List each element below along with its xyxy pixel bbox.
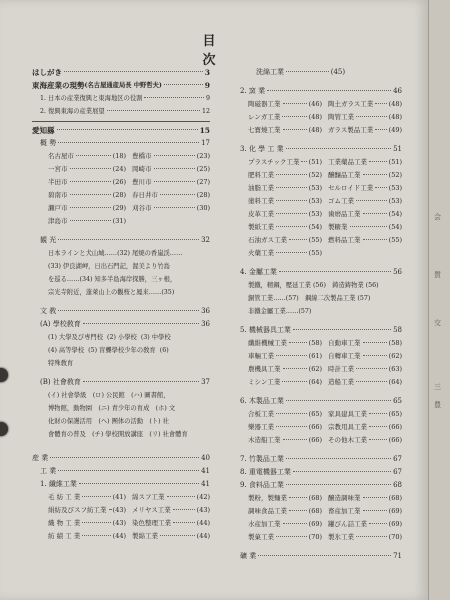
city-list bbox=[32, 150, 210, 228]
list-item: 車輛工業 (61) bbox=[248, 352, 322, 360]
list-item: 豊川市 (27) bbox=[132, 178, 210, 186]
list-item: 製粉，製麵業 (68) bbox=[248, 494, 322, 502]
list-item: 毛 紡 工 業 (41) bbox=[48, 493, 126, 501]
text-line: 會體育の普及 (チ) 學校開放講座 (リ) 社會體育 bbox=[48, 431, 188, 438]
toc-entry: 8. 重電機器工業 67 bbox=[240, 468, 402, 476]
toc-entry: 産 業 40 bbox=[32, 454, 210, 462]
text-line: (33) 伊良湖岬，日出石門記，渥美より竹島 bbox=[48, 263, 170, 270]
list-item: 造船工業 (64) bbox=[328, 378, 402, 386]
list-item: 調味食品工業 (68) bbox=[248, 507, 322, 515]
toc-entry: 文 敎 36 bbox=[40, 307, 210, 315]
text-line: 特殊敎育 bbox=[48, 360, 74, 367]
page-title: 目 次 bbox=[202, 34, 326, 68]
list-item: 合板工業 (65) bbox=[248, 410, 322, 418]
list-item: 歯磨品工業 (54) bbox=[328, 210, 402, 218]
toc-entry: 4. 金屬工業 56 bbox=[240, 268, 402, 276]
list-item: 染色整理工業 (44) bbox=[132, 519, 210, 527]
binding-holes bbox=[0, 360, 18, 450]
list-item: 陶管工業 (48) bbox=[328, 113, 402, 121]
toc-entry: 7. 竹製品工業 67 bbox=[240, 455, 402, 463]
list-item: 紡 績 工 業 (44) bbox=[48, 532, 126, 540]
industry-list bbox=[240, 98, 402, 137]
list-item: 洗綿工業 (45) bbox=[256, 68, 346, 76]
list-item: 水産加工業 (69) bbox=[248, 520, 322, 528]
toc-entry: 礦 業 71 bbox=[240, 552, 402, 560]
list-item: 宗教用具工業 (66) bbox=[328, 423, 402, 431]
toc-entry: はしがき 3 bbox=[32, 68, 210, 77]
list-item: 碧南市 (28) bbox=[48, 191, 126, 199]
list-item: 火藥工業 (55) bbox=[248, 249, 322, 257]
list-item: 罐びん詰工業 (69) bbox=[328, 520, 402, 528]
text-line: 博物館，動物園 (ニ) 青少年の育成 (ホ) 文 bbox=[48, 405, 176, 412]
text-line: 化財の保護活用 (ヘ) 團体の活動 (ト) 社 bbox=[48, 418, 169, 425]
list-item: 皮革工業 (53) bbox=[248, 210, 322, 218]
edge-text: 三 bbox=[434, 383, 441, 391]
list-item: セルロイド工業 (53) bbox=[328, 184, 402, 192]
list-item: 岡崎市 (25) bbox=[132, 165, 210, 173]
toc-entry: 2. 復興東海の産業展望 12 bbox=[40, 108, 210, 115]
list-item: 陶磁器工業 (46) bbox=[248, 100, 322, 108]
edge-text: 交 bbox=[434, 319, 441, 327]
industry-list bbox=[32, 491, 210, 543]
list-item: 豊橋市 (23) bbox=[132, 152, 210, 160]
list-item bbox=[132, 215, 210, 228]
toc-entry: 概 勢 17 bbox=[40, 139, 210, 147]
list-item: 自動車工業 (58) bbox=[328, 339, 402, 347]
list-item: 纖維機械工業 (58) bbox=[248, 339, 322, 347]
toc-entry: 観 光 32 bbox=[40, 236, 210, 244]
list-item: 工業藥品工業 (51) bbox=[328, 158, 402, 166]
toc-entry: 5. 機械器具工業 58 bbox=[240, 326, 402, 334]
text-line: 宗光寺附近，蓬萊山上の觀桜と鳳来……(35) bbox=[48, 289, 175, 296]
list-item: 綿スフ工業 (42) bbox=[132, 493, 210, 501]
list-item: ガラス製品工業 (49) bbox=[328, 126, 402, 134]
list-item: その他木工業 (66) bbox=[328, 436, 402, 444]
toc-entry: 6. 木製品工業 65 bbox=[240, 397, 402, 405]
list-item: 木造船工業 (66) bbox=[248, 436, 322, 444]
toc-entry: 1. 纖維工業 41 bbox=[40, 480, 210, 488]
text-line: 銅管工業……(57) 鋼線二次製品工業 (57) bbox=[248, 295, 371, 302]
industry-list bbox=[240, 492, 402, 544]
toc-entry: 1. 日本の産業復興と東海地区の役割 9 bbox=[40, 95, 210, 102]
industry-list bbox=[240, 156, 402, 260]
list-item: 油脂工業 (53) bbox=[248, 184, 322, 192]
industry-list bbox=[240, 408, 402, 447]
list-item: 醸造調味業 (68) bbox=[328, 494, 402, 502]
edge-text: 豊 bbox=[434, 401, 441, 409]
toc-right-column bbox=[240, 66, 402, 563]
list-item: ゴム工業 (53) bbox=[328, 197, 402, 205]
text-line: (1) 大學及び専門校 (2) 小學校 (3) 中學校 bbox=[48, 334, 171, 341]
toc-entry: 3. 化 學 工 業 51 bbox=[240, 145, 402, 153]
list-item: 家具建具工業 (65) bbox=[328, 410, 402, 418]
list-item: 肥料工業 (52) bbox=[248, 171, 322, 179]
list-item: 陶土ガラス工業 (48) bbox=[328, 100, 402, 108]
list-item: 樂器工業 (66) bbox=[248, 423, 322, 431]
text-line: (4) 高等學校 (5) 盲聾學校少年の敎育 (6) bbox=[48, 347, 169, 354]
adjacent-page-edge bbox=[428, 0, 450, 600]
list-item: 農機具工業 (62) bbox=[248, 365, 322, 373]
list-item: 製氷工業 (70) bbox=[328, 533, 402, 541]
edge-text: 会 bbox=[434, 213, 441, 221]
text-line: 製鐵，精鋼，壓延工業 (56) 鋳造鋳物業 (56) bbox=[248, 282, 379, 289]
text-line: を巡る……(34) 知多半島海岸探勝，三ヶ根， bbox=[48, 276, 177, 283]
toc-entry: 工 業 41 bbox=[40, 467, 210, 475]
list-item: 時計工業 (63) bbox=[328, 365, 402, 373]
list-item: 製菓工業 (70) bbox=[248, 533, 322, 541]
toc-entry: 東海産業の現勢 (名古屋通産局長 中野哲夫) 9 bbox=[32, 81, 210, 90]
industry-list bbox=[240, 337, 402, 389]
list-item: 名古屋市 (18) bbox=[48, 152, 126, 160]
list-item: 畜産加工業 (69) bbox=[328, 507, 402, 515]
list-item: 春日井市 (28) bbox=[132, 191, 210, 199]
list-item: 製綿工業 (44) bbox=[132, 532, 210, 540]
toc-entry: 2. 窯 業 46 bbox=[240, 87, 402, 95]
list-item: 塗料工業 (53) bbox=[248, 197, 322, 205]
list-item: 織 物 工 業 (43) bbox=[48, 519, 126, 527]
list-item: 石油ガス工業 (55) bbox=[248, 236, 322, 244]
list-item: 絹紡及びスフ紡工業 (43) bbox=[48, 506, 126, 514]
text-line: 非鐵金屬工業……(57) bbox=[248, 308, 312, 315]
toc-entry: (B) 社會敎育 37 bbox=[40, 378, 210, 386]
list-item: 自轉車工業 (62) bbox=[328, 352, 402, 360]
list-item: 半田市 (26) bbox=[48, 178, 126, 186]
list-item: 製紙工業 (54) bbox=[248, 223, 322, 231]
list-item: 七寶燒工業 (48) bbox=[248, 126, 322, 134]
toc-entry: (A) 學校敎育 36 bbox=[40, 320, 210, 328]
toc-left-column bbox=[32, 66, 210, 543]
text-line: 日本ラインと犬山城……(32) 尾焼の香嵐渓…… bbox=[48, 250, 183, 257]
list-item: メリヤス工業 (43) bbox=[132, 506, 210, 514]
list-item: 製糖業 (54) bbox=[328, 223, 402, 231]
toc-section-heading: 愛知縣 15 bbox=[32, 126, 210, 135]
list-item: 瀬戸市 (29) bbox=[48, 204, 126, 212]
list-item: 津島市 (31) bbox=[48, 217, 126, 225]
list-item: 燃料品工業 (55) bbox=[328, 236, 402, 244]
list-item: レンガ工業 (48) bbox=[248, 113, 322, 121]
text-line: (イ) 社會學級 (ロ) 公民館 (ハ) 圖書館， bbox=[48, 392, 170, 399]
toc-entry: 9. 食料品工業 68 bbox=[240, 481, 402, 489]
list-item: プラスチック工業 (51) bbox=[248, 158, 322, 166]
list-item: ミシン工業 (64) bbox=[248, 378, 322, 386]
list-item: 醸釀品工業 (52) bbox=[328, 171, 402, 179]
list-item: 刈谷市 (30) bbox=[132, 204, 210, 212]
list-item bbox=[328, 247, 402, 260]
list-item: 一宮市 (24) bbox=[48, 165, 126, 173]
edge-text: 質 bbox=[434, 271, 441, 279]
